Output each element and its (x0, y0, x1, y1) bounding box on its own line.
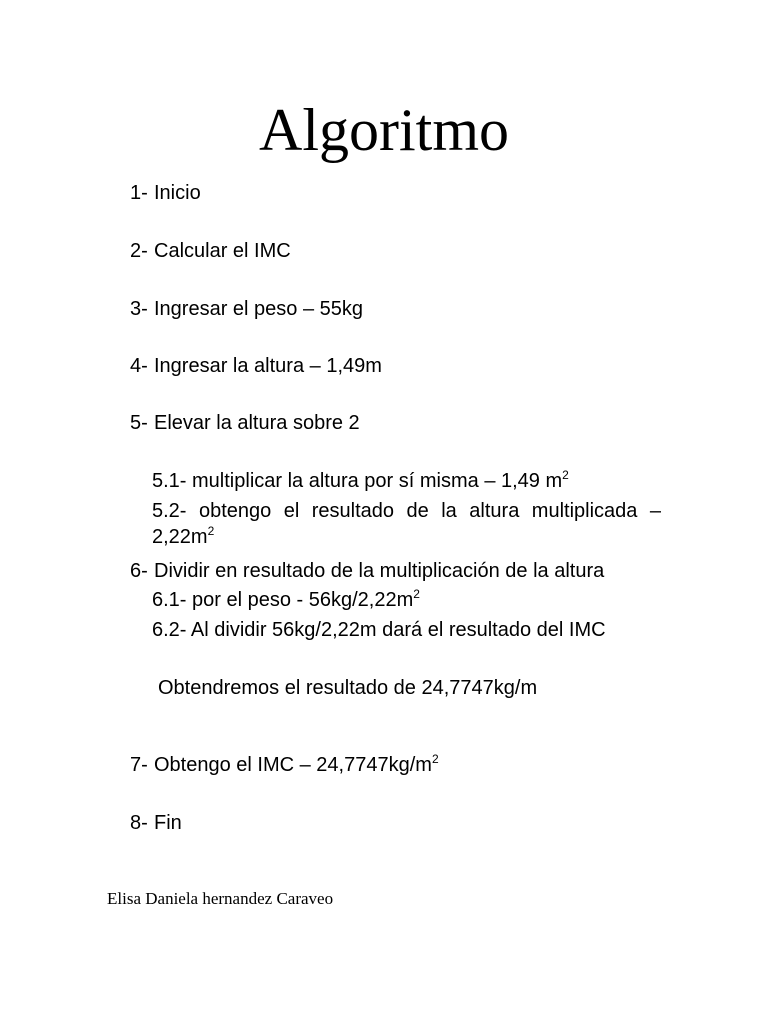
superscript-2: 2 (562, 468, 569, 482)
substep-text: 5.1- multiplicar la altura por sí misma – 1,49 m (152, 470, 563, 492)
page-title: Algoritmo (259, 97, 509, 163)
step-1 (130, 180, 201, 206)
step-text: Obtengo el IMC – 24,7747kg/m (154, 754, 432, 776)
step-7 (130, 752, 439, 778)
step-4 (130, 353, 382, 379)
step-number: 8- (130, 812, 148, 834)
superscript-2: 2 (431, 752, 439, 766)
step-number: 7- (130, 754, 148, 776)
substep-text: 6.2- Al dividir 56kg/2,22m dará el resultado del IMC (152, 619, 606, 641)
step-number: 5- (130, 412, 148, 434)
step-8 (130, 810, 182, 836)
step-number: 2- (130, 240, 148, 262)
step-text: Fin (154, 812, 182, 834)
step-3 (130, 296, 363, 322)
step-6 (130, 558, 604, 584)
substep-text: 5.2- obtengo el resultado de la altura multiplicada – 2,22m (152, 500, 661, 548)
substep-5-1 (152, 468, 569, 494)
step-5 (130, 410, 360, 436)
step-text: Dividir en resultado de la multiplicación de la altura (154, 560, 605, 582)
step-text: Inicio (154, 182, 201, 204)
superscript-2: 2 (207, 524, 215, 538)
substep-6-1 (152, 587, 420, 613)
step-number: 3- (130, 298, 148, 320)
substep-text: 6.1- por el peso - 56kg/2,22m (152, 589, 414, 611)
result-note (158, 675, 537, 701)
step-text: Calcular el IMC (154, 240, 291, 262)
step-text: Ingresar el peso – 55kg (154, 298, 364, 320)
step-number: 6- (130, 560, 148, 582)
substep-6-2 (152, 617, 661, 643)
superscript-2: 2 (413, 587, 420, 601)
author-signature: Elisa Daniela hernandez Caraveo (107, 889, 334, 908)
step-2 (130, 238, 291, 264)
step-number: 4- (130, 355, 148, 377)
step-number: 1- (130, 182, 148, 204)
step-text: Elevar la altura sobre 2 (154, 412, 360, 434)
substep-5-2 (152, 498, 661, 550)
step-text: Ingresar la altura – 1,49m (154, 355, 382, 377)
note-text: Obtendremos el resultado de 24,7747kg/m (158, 677, 538, 699)
